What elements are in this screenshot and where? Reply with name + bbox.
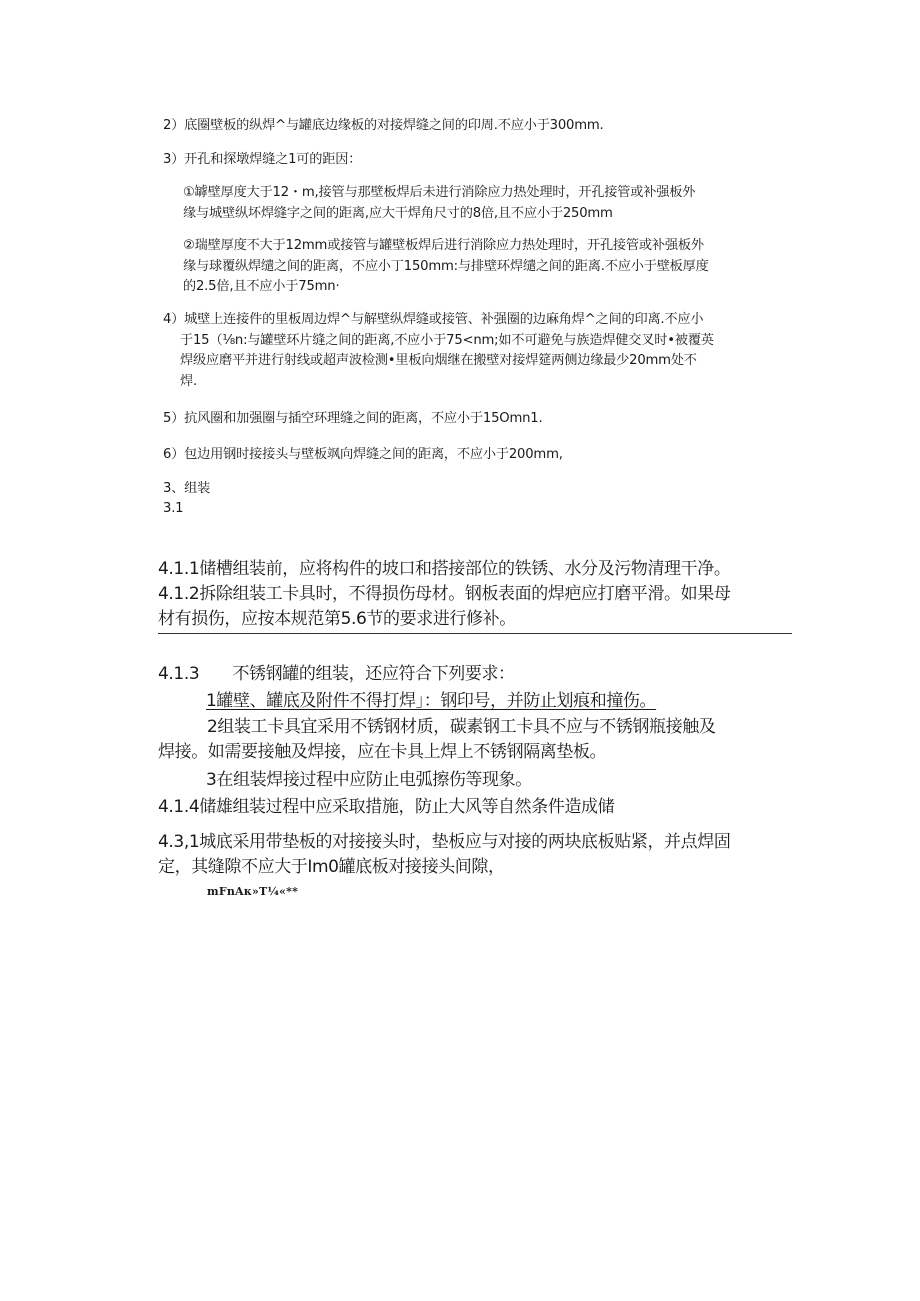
item-4-line: 于15（⅛n:与罐壁环片缝之间的距离,不应小于75<nm;如不可避免与族造焊健交叉时•被覆英: [180, 332, 714, 348]
divider-line: [158, 633, 792, 634]
clause-4-1-1: 4.1.1储槽组装前，应将构件的坡口和搭接部位的铁锈、水分及污物清理干净。: [158, 559, 731, 579]
item-4-line: 4）城壁上连接件的里板周边焊^与解壁纵焊缝或接管、补强圈的边麻角焊^之间的印离.不应小: [163, 312, 704, 327]
item-4-line: 焊级应磨平并进行射线或超声波检测•里板向烟继在搬壁对接焊筵两侧边缘最少20mm处不: [180, 353, 697, 368]
clause-4-1-3-item-2-line: 焊接。如需要接触及焊接，应在卡具上焊上不锈钢隔离垫板。: [158, 742, 607, 762]
item-3-2-line: 的2.5倍,且不应小于75mn·: [183, 279, 340, 294]
clause-4-1-3-item-1: [206, 689, 656, 713]
clause-4-1-3-item-2-line: 2组装工卡具宜采用不锈钢材质，碳素钢工卡具不应与不锈钢瓶接触及: [207, 717, 716, 737]
item-3-2-line: ②瑞壁厚度不大于12mm或接管与罐壁板焊后进行消除应力热处理时，开孔接管或补强板外: [183, 238, 704, 253]
item-3-1-line: ①罅壁厚度大于12・m,接管与那壁板焊后未进行消除应力热处理时，开孔接管或补强板外: [183, 185, 696, 200]
section-heading: 3、组装: [163, 481, 211, 496]
clause-4-3-1: [158, 830, 730, 880]
clause-4-1-2: [158, 582, 730, 632]
item-3-2-line: 缘与球覆纵焊缱之间的距离，不应小丁150mm:与排壁环焊缱之间的距离.不应小于壁板厚度: [183, 258, 709, 274]
clause-4-1-3-item-1-text: 1罐壁、罐底及附件不得打焊」：钢印号，并防止划痕和撞伤。: [206, 691, 657, 711]
item-5: 5）抗风圈和加强圈与插空环理缝之间的距离，不应小于15Omn1.: [163, 411, 543, 426]
clause-4-1-3: 4.1.3 不锈钢罐的组装，还应符合下列要求：: [158, 664, 515, 684]
clause-4-1-2-line: 4.1.2拆除组装工卡具时，不得损伤母材。钢板表面的焊疤应打磨平滑。如果母: [158, 584, 731, 604]
clause-4-3-1-line: 4.3,1城底采用带垫板的对接接头时，垫板应与对接的两块底板贴紧，并点焊固: [158, 832, 731, 852]
clause-4-1-4: 4.1.4储雄组装过程中应采取措施，防止大风等自然条件造成储: [158, 797, 615, 817]
clause-4-3-1-line: 定，其缝隙不应大于Im0罐底板对接接头间隙，: [158, 857, 505, 877]
item-4: [163, 310, 714, 392]
subsection-number: 3.1: [163, 501, 184, 516]
item-6: 6）包边用钢时接接头与壁板飒向焊缝之间的距离，不应小于200mm,: [163, 447, 563, 462]
item-2: 2）底圈壁板的纵焊^与罐底边缘板的对接焊缝之间的印周.不应小于300mm.: [163, 118, 604, 133]
item-3-2: [183, 236, 709, 298]
item-3-1-line: 缘与城壁纵坏焊缝字之间的距离,应大干焊角尺寸的8倍,且不应小于250mm: [183, 205, 613, 221]
item-3: 3）开孔和探墩焊缝之1可的距因：: [163, 152, 362, 167]
clause-4-1-2-line: 材有损伤，应按本规范第5.6节的要求进行修补。: [158, 609, 516, 629]
clause-4-1-3-item-2: [158, 715, 715, 765]
garbled-text: mFnAк»T¼«**: [207, 885, 299, 898]
item-4-line: 焊.: [180, 373, 197, 389]
item-3-1: [183, 183, 695, 224]
clause-4-1-3-item-3: 3在组装焊接过程中应防止电弧擦伤等现象。: [206, 770, 532, 790]
